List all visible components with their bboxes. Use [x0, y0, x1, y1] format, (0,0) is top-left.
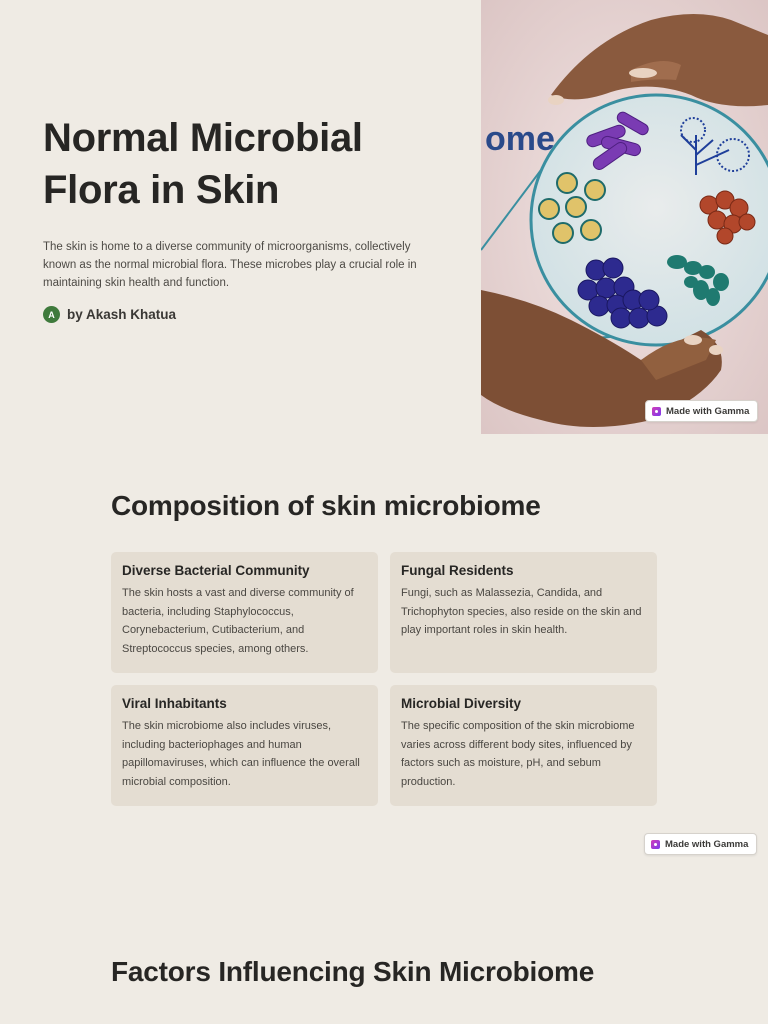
card-body: The skin hosts a vast and diverse community of bacteria, including Staphylococcus, Corynebacterium, Cutibacterium, and Streptococcus species, among others. [122, 587, 354, 655]
card-viral [111, 685, 378, 806]
author-byline [43, 306, 443, 323]
author-name: by Akash Khatua [67, 307, 177, 322]
image-caption-text: ome [485, 120, 555, 158]
card-title: Viral Inhabitants [122, 696, 227, 711]
card-title: Diverse Bacterial Community [122, 563, 310, 578]
card-fungal [390, 552, 657, 673]
gamma-badge-label: Made with Gamma [666, 405, 750, 417]
card-title: Fungal Residents [401, 563, 514, 578]
card-body: The specific composition of the skin microbiome varies across different body sites, influenced by factors such as moisture, pH, and sebum production. [401, 720, 635, 788]
avatar: A [43, 306, 60, 323]
gamma-logo-icon [651, 840, 660, 849]
composition-heading: Composition of skin microbiome [111, 490, 541, 521]
made-with-gamma-badge[interactable] [645, 400, 758, 422]
card-body: Fungi, such as Malassezia, Candida, and Trichophyton species, also reside on the skin and play important roles in skin health. [401, 587, 642, 636]
gamma-logo-icon [652, 407, 661, 416]
hero-illustration [481, 0, 768, 434]
card-diversity [390, 685, 657, 806]
hero-description: The skin is home to a diverse community of microorganisms, collectively known as the normal microbial flora. These microbes play a crucial role in maintaining skin health and function. [43, 241, 417, 289]
composition-cards [111, 552, 657, 806]
page-title: Normal Microbial Flora in Skin [43, 116, 363, 212]
card-title: Microbial Diversity [401, 696, 522, 711]
factors-heading: Factors Influencing Skin Microbiome [111, 956, 595, 987]
made-with-gamma-badge[interactable] [644, 833, 757, 855]
gamma-badge-label: Made with Gamma [665, 838, 749, 850]
card-bacterial [111, 552, 378, 673]
hero-text [43, 112, 443, 323]
hero-section [0, 0, 768, 434]
card-body: The skin microbiome also includes viruses, including bacteriophages and human papillomaviruses, which can influence the overall microbial composition. [122, 720, 360, 788]
